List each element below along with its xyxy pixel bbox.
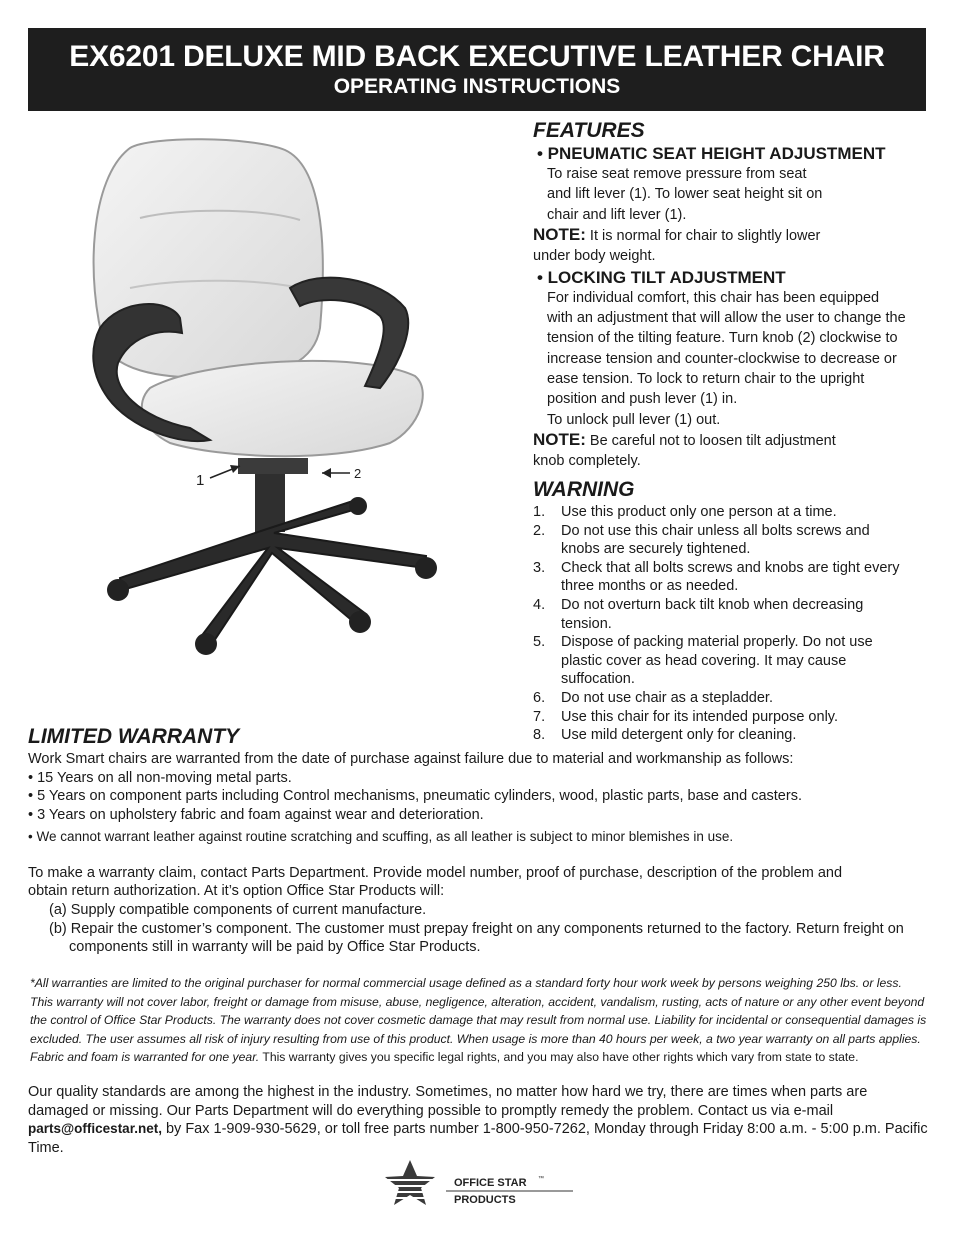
tilt-note: NOTE: Be careful not to loosen tilt adjustment <box>533 429 836 449</box>
pneumatic-title: • PNEUMATIC SEAT HEIGHT ADJUSTMENT <box>537 144 886 163</box>
features-warning-column <box>533 118 938 745</box>
tilt-line: increase tension and counter-clockwise to decrease or <box>547 350 897 367</box>
warranty-section <box>28 724 928 1158</box>
warranty-intro: Work Smart chairs are warranted from the date of purchase against failure due to material and workmanship as follows: <box>28 751 794 767</box>
logo-line1: OFFICE STAR <box>454 1177 527 1189</box>
pneumatic-note-cont: under body weight. <box>533 247 656 264</box>
pneumatic-line: and lift lever (1). To lower seat height sit on <box>547 186 823 203</box>
pneumatic-line: chair and lift lever (1). <box>547 206 687 223</box>
fine-print: *All warranties are limited to the original purchaser for normal commercial usage defined as a standard forty hour work week by persons weighing 250 lbs. or less. This warranty will not cover labor, freight or damage from misuse, abuse, negligence, alteration, accident, vandalism, rusting, acts of nature or any other event beyond the control of Office Star Products. The warranty does not cover cosmetic damage that may result from normal use. Liability for incidental or consequential damages is excluded. The user assumes all risk of injury resulting from use of this product. When usage is more than 40 hours per week, a two year warranty on all parts applies. Fabric and foam is warranted for one year. This warranty gives you specific legal rights, and you may also have other rights which vary from state to state. <box>30 976 927 1065</box>
tilt-line: ease tension. To lock to return chair to the upright <box>547 371 865 388</box>
tilt-line: with an adjustment that will allow the user to change the <box>547 310 906 327</box>
tilt-line: position and push lever (1) in. <box>547 391 738 408</box>
warranty-bullet: • 5 Years on component parts including Control mechanisms, pneumatic cylinders, wood, plastic parts, base and casters. <box>28 788 802 805</box>
warning-item: 6. Do not use chair as a stepladder. <box>533 689 773 706</box>
warning-list <box>533 503 938 745</box>
warranty-heading: LIMITED WARRANTY <box>28 725 240 748</box>
logo-line2: PRODUCTS <box>454 1194 516 1206</box>
email-link[interactable]: parts@officestar.net, <box>28 1121 162 1137</box>
callout-1: 1 <box>196 472 205 489</box>
tilt-line: For individual comfort, this chair has been equipped <box>547 289 880 306</box>
warning-item: 2. Do not use this chair unless all bolts screws and knobs are securely tightened. <box>533 522 870 558</box>
document-title: EX6201 DELUXE MID BACK EXECUTIVE LEATHER CHAIR <box>69 40 885 73</box>
claim-option-a: (a) Supply compatible components of current manufacture. <box>49 901 427 918</box>
warning-item: 1. Use this product only one person at a time. <box>533 503 837 520</box>
warranty-bullet: • We cannot warrant leather against routine scratching and scuffing, as all leather is subject to minor blemishes in use. <box>28 828 734 844</box>
features-heading: FEATURES <box>533 119 645 142</box>
warning-item: 8. Use mild detergent only for cleaning. <box>533 727 797 744</box>
claim-option-b: (b) Repair the customer’s component. The customer must prepay freight on any components returned to the factory. Return freight on components still in warranty will be paid by Office Star Products. <box>49 920 904 956</box>
warning-heading: WARNING <box>533 477 635 501</box>
callout-2: 2 <box>354 466 362 481</box>
tilt-line: tension of the tilting feature. Turn knob (2) clockwise to <box>547 330 898 347</box>
claim-text: obtain return authorization. At it’s option Office Star Products will: <box>28 883 445 900</box>
warranty-bullet: • 15 Years on all non-moving metal parts. <box>28 769 292 786</box>
warranty-bullet: • 3 Years on upholstery fabric and foam against wear and deterioration. <box>28 807 484 824</box>
logo-tm: ™ <box>538 1176 544 1182</box>
claim-text: To make a warranty claim, contact Parts Department. Provide model number, proof of purchase, description of the problem and <box>28 864 843 881</box>
warning-item: 5. Dispose of packing material properly. Do not use plastic cover as head covering. It may cause suffocation. <box>533 634 873 688</box>
office-star-logo <box>378 1158 578 1208</box>
warning-item: 4. Do not overturn back tilt knob when decreasing tension. <box>533 596 864 632</box>
pneumatic-line: To raise seat remove pressure from seat <box>547 166 807 182</box>
quality-statement: Our quality standards are among the highest in the industry. Sometimes, no matter how hard we try, there are times when parts are damaged or missing. Our Parts Department will do everything possible to promptly remedy the problem. Contact us via e-mail parts@officestar.net, by Fax 1-909-930-5629, or toll free parts number 1-800-950-7262, Monday through Friday 8:00 a.m. - 5:00 p.m. Pacific Time. <box>28 1084 928 1157</box>
document-subtitle: OPERATING INSTRUCTIONS <box>333 75 621 98</box>
warning-item: 7. Use this chair for its intended purpose only. <box>533 708 838 725</box>
tilt-title: • LOCKING TILT ADJUSTMENT <box>537 267 786 287</box>
tilt-note-cont: knob completely. <box>533 452 641 469</box>
pneumatic-note: NOTE: It is normal for chair to slightly lower <box>533 224 821 244</box>
tilt-line: To unlock pull lever (1) out. <box>547 411 721 428</box>
title-banner <box>28 28 926 111</box>
chair-illustration <box>60 128 480 658</box>
warning-item: 3. Check that all bolts screws and knobs are tight every three months or as needed. <box>533 559 900 595</box>
